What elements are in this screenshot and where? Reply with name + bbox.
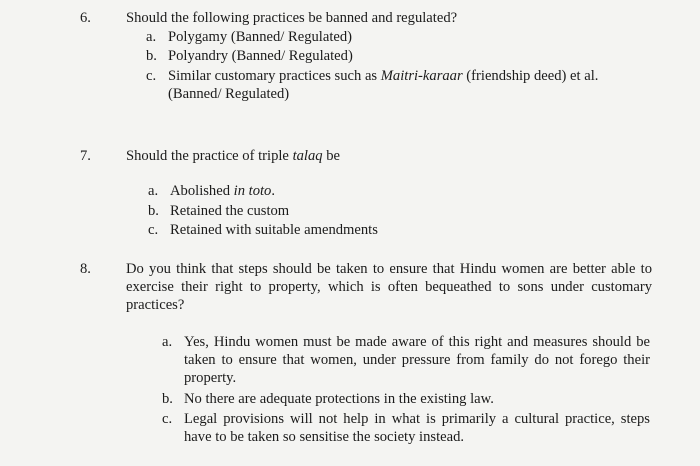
- italic-term: talaq: [292, 148, 323, 164]
- question-text: Should the practice of triple talaq be: [126, 148, 340, 164]
- option-text: Retained with suitable amendments: [170, 222, 378, 238]
- option-text: Polyandry (Banned/ Regulated): [168, 48, 353, 64]
- option-a: a. Abolished in toto.: [148, 183, 276, 199]
- option-letter: a.: [148, 183, 159, 199]
- option-letter: b.: [146, 48, 157, 64]
- option-letter: a.: [162, 334, 173, 350]
- option-a: [146, 28, 352, 46]
- option-text: Similar customary practices such as Maitri-karaar (friendship deed) et al. (Banned/ Regulated): [168, 68, 599, 102]
- italic-term: Maitri-karaar: [380, 68, 463, 84]
- option-text: Yes, Hindu women must be made aware of this right and measures should be taken to ensure that women, under pressure from family do not forego their property.: [184, 334, 650, 386]
- option-letter: b.: [162, 391, 173, 407]
- option-c: [146, 67, 642, 103]
- option-c: [148, 221, 378, 239]
- option-text: Legal provisions will not help in what is primarily a cultural practice, steps have to be taken so sensitise the society instead.: [184, 411, 650, 445]
- question-text: Do you think that steps should be taken to ensure that Hindu women are better able to exercise their right to property, which is often bequeathed to sons under customary practices?: [126, 261, 652, 313]
- option-letter: c.: [148, 222, 159, 238]
- option-letter: c.: [162, 411, 173, 427]
- option-letter: a.: [146, 29, 157, 45]
- question-number: 7.: [80, 148, 91, 164]
- question-text: Should the following practices be banned and regulated?: [126, 10, 458, 26]
- option-c: [162, 410, 650, 446]
- option-letter: c.: [146, 68, 157, 84]
- option-letter: b.: [148, 203, 159, 219]
- option-text: No there are adequate protections in the existing law.: [184, 391, 494, 407]
- question-number: 6.: [80, 10, 91, 26]
- italic-term: in toto: [233, 183, 272, 199]
- option-a: [162, 333, 650, 387]
- question-number: 8.: [80, 261, 91, 277]
- option-text: Polygamy (Banned/ Regulated): [168, 29, 353, 45]
- option-b: [162, 390, 650, 408]
- option-b: [146, 47, 353, 65]
- option-b: [148, 202, 289, 220]
- option-text: Retained the custom: [170, 203, 290, 219]
